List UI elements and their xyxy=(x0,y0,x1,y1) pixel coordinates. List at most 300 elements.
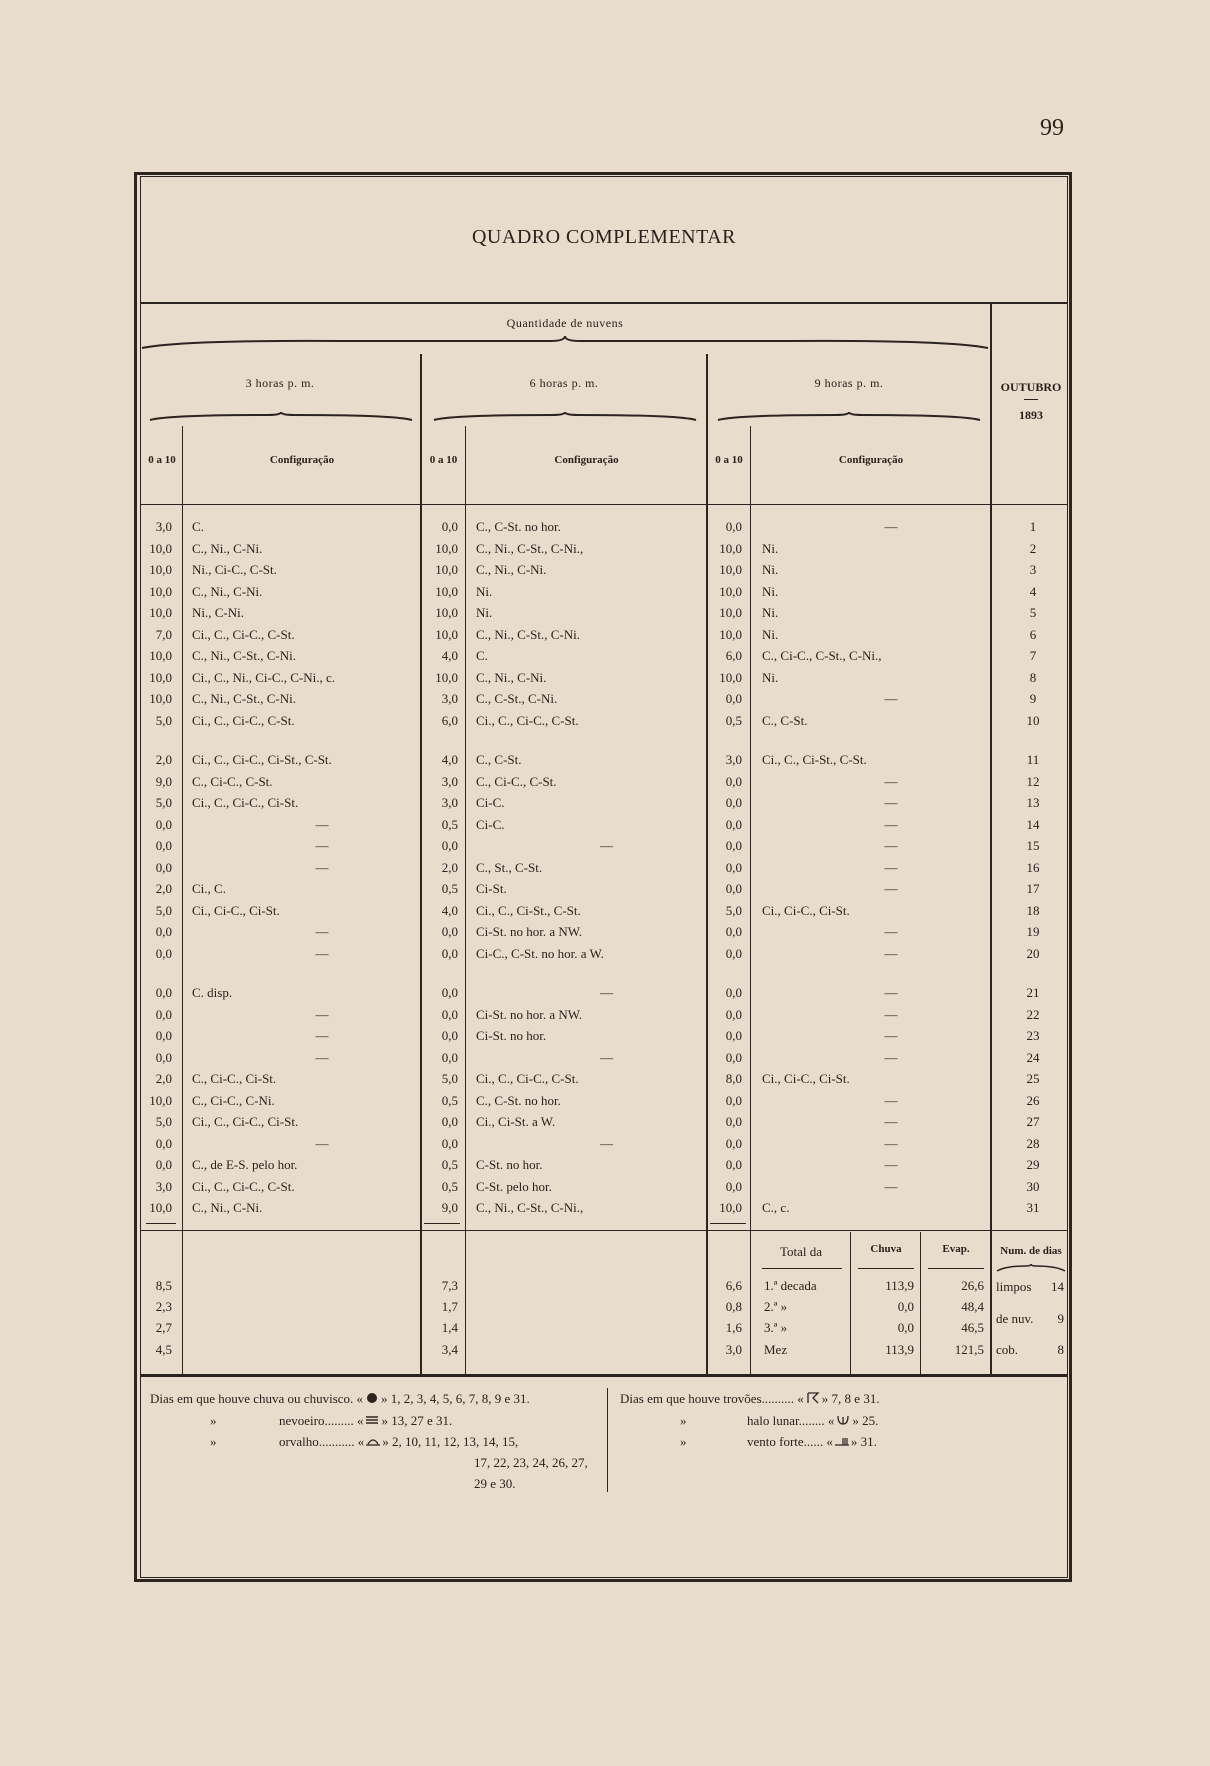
cloud-config-3pm: C., Ci-C., C-Ni. xyxy=(192,1092,275,1108)
fog-icon xyxy=(363,1413,381,1428)
year-header: 1893 xyxy=(1019,408,1043,422)
time-3pm: 3 horas p. m. xyxy=(245,376,315,390)
day-number: 14 xyxy=(1026,816,1040,832)
cloud-amount-6pm: 10,0 xyxy=(435,583,458,599)
summary-chuva-header: Chuva xyxy=(870,1243,902,1255)
cloud-amount-3pm: 0,0 xyxy=(155,1006,172,1022)
day-number: 22 xyxy=(1026,1006,1040,1022)
period-label: 3.ª » xyxy=(764,1320,788,1335)
cloud-config-3pm: — xyxy=(315,838,329,853)
cloud-amount-6pm: 10,0 xyxy=(435,540,458,556)
cloud-amount-3pm: 0,0 xyxy=(155,1157,172,1172)
cloud-config-6pm: Ci-C. xyxy=(476,816,505,832)
cloud-config-9pm: Ni. xyxy=(762,540,779,556)
cloud-config-9pm: C., C-St. xyxy=(762,712,808,728)
cloud-config-3pm: — xyxy=(315,1028,329,1043)
day-number: 5 xyxy=(1029,605,1037,620)
legend-label: nevoeiro xyxy=(279,1413,325,1428)
cloud-amount-6pm: 0,5 xyxy=(441,1178,458,1194)
cloud-amount-9pm: 10,0 xyxy=(719,562,742,577)
cloud-amount-6pm: 10,0 xyxy=(435,562,458,577)
day-number: 29 xyxy=(1026,1157,1040,1172)
strong-wind-icon xyxy=(833,1434,851,1449)
cloud-config-9pm: — xyxy=(884,945,898,961)
rain-total: 113,9 xyxy=(885,1278,914,1293)
cloud-config-9pm: — xyxy=(884,795,898,810)
cloud-config-6pm: — xyxy=(600,838,613,853)
cloud-amount-9pm: 0,0 xyxy=(725,1157,742,1172)
period-label: Mez xyxy=(764,1342,788,1357)
leader-dots: ......... xyxy=(324,1413,354,1428)
cloud-config-6pm: C., St., C-St. xyxy=(476,859,543,875)
lunar-halo-icon xyxy=(834,1413,852,1428)
cloud-amount-9pm: 0,0 xyxy=(725,691,742,706)
cloud-config-6pm: C., C-St. no hor. xyxy=(476,519,561,534)
cloud-amount-6pm: 5,0 xyxy=(441,1071,458,1086)
legend-label: trovões xyxy=(723,1391,762,1406)
legend-days: 13, 27 e 31. xyxy=(391,1413,453,1428)
cloud-amount-3pm: 0,0 xyxy=(155,924,172,939)
cloud-config-9pm: — xyxy=(884,1092,898,1108)
cloud-amount-6pm: 0,0 xyxy=(441,924,458,939)
rain-dot-icon xyxy=(363,1391,381,1406)
legend-days: 25. xyxy=(862,1413,879,1428)
cloud-config-9pm: — xyxy=(884,1114,898,1129)
legend-days: 31. xyxy=(860,1434,877,1449)
config-header-6pm: Configuração xyxy=(554,454,619,466)
cloud-amount-6pm: 9,0 xyxy=(441,1200,458,1215)
evaporation-total: 48,4 xyxy=(961,1299,984,1314)
cloud-config-3pm: C., Ni., C-Ni. xyxy=(192,583,263,599)
cloud-config-6pm: C., Ni., C-St., C-Ni. xyxy=(476,626,581,642)
day-number: 28 xyxy=(1026,1135,1040,1151)
period-label: 1.ª decada xyxy=(764,1278,817,1293)
cloud-config-9pm: C., Ci-C., C-St., C-Ni., xyxy=(762,648,882,663)
cloud-config-6pm: Ci-St. no hor. a NW. xyxy=(476,924,583,939)
quote-mark: » xyxy=(382,1434,392,1449)
cloud-amount-9pm: 10,0 xyxy=(719,669,742,685)
legend-prefix: Dias em que houve xyxy=(620,1391,724,1406)
cloud-config-9pm: — xyxy=(884,1135,898,1151)
cloud-config-3pm: C., Ci-C., Ci-St. xyxy=(192,1071,277,1086)
cloud-config-3pm: — xyxy=(315,1049,329,1065)
cloud-amount-6pm: 0,5 xyxy=(441,881,458,896)
day-number: 31 xyxy=(1026,1200,1040,1215)
average-6pm: 1,7 xyxy=(441,1299,458,1314)
day-number: 13 xyxy=(1026,795,1040,810)
table-title: QUADRO COMPLEMENTAR xyxy=(471,226,737,248)
cloud-amount-3pm: 10,0 xyxy=(149,562,172,577)
ditto-mark: » xyxy=(210,1434,217,1449)
total-underline xyxy=(762,1268,842,1269)
cloud-amount-9pm: 0,0 xyxy=(725,773,742,789)
cloud-config-3pm: C., de E-S. pelo hor. xyxy=(192,1157,298,1172)
legend-entry xyxy=(150,1388,530,1409)
cloud-config-3pm: C., Ni., C-St., C-Ni. xyxy=(192,691,297,706)
cloud-amount-9pm: 0,0 xyxy=(725,1178,742,1194)
config-header-3pm: Configuração xyxy=(269,454,335,466)
cloud-config-9pm: C., c. xyxy=(762,1200,790,1215)
legend-entry xyxy=(150,1410,452,1431)
cloud-config-9pm: Ni. xyxy=(762,562,779,577)
cloud-amount-9pm: 5,0 xyxy=(725,902,742,918)
average-9pm: 1,6 xyxy=(725,1320,742,1335)
header-rule xyxy=(140,504,1068,505)
day-number: 3 xyxy=(1029,562,1037,577)
sum-divider-evap xyxy=(920,1232,921,1374)
cloud-amount-3pm: 5,0 xyxy=(155,1114,172,1129)
cloud-amount-9pm: 0,0 xyxy=(725,816,742,832)
legend-rule xyxy=(140,1374,1068,1377)
days-category-count: 14 xyxy=(1051,1279,1064,1294)
days-category-label: limpos xyxy=(996,1279,1032,1294)
average-6pm: 1,4 xyxy=(441,1320,458,1335)
average-9pm: 3,0 xyxy=(725,1342,742,1357)
cloud-config-6pm: Ci., C., Ci-C., C-St. xyxy=(476,712,579,728)
legend-label: vento forte xyxy=(747,1434,804,1449)
total-rule xyxy=(710,1223,746,1224)
cloud-amount-9pm: 10,0 xyxy=(719,583,742,599)
cloud-amount-6pm: 10,0 xyxy=(435,669,458,685)
cloud-config-6pm: C-St. pelo hor. xyxy=(476,1178,552,1194)
col-divider-9h-amount xyxy=(750,426,751,1374)
leader-dots: ........ xyxy=(798,1413,825,1428)
day-number: 8 xyxy=(1029,669,1037,685)
amount-header-9pm: 0 a 10 xyxy=(715,454,743,466)
day-number: 18 xyxy=(1026,902,1040,918)
cloud-config-6pm: Ni. xyxy=(476,583,493,599)
legend-label: halo lunar xyxy=(747,1413,799,1428)
cloud-config-3pm: Ci., C., Ni., Ci-C., C-Ni., c. xyxy=(192,669,336,685)
cloud-amount-3pm: 5,0 xyxy=(155,795,172,810)
cloud-amount-3pm: 10,0 xyxy=(149,605,172,620)
legend-days: 2, 10, 11, 12, 13, 14, 15, xyxy=(391,1434,519,1449)
quote-mark: » xyxy=(821,1391,832,1406)
cloud-amount-3pm: 5,0 xyxy=(155,902,172,918)
cloud-config-9pm: Ni. xyxy=(762,669,779,685)
cloud-config-9pm: — xyxy=(884,838,898,853)
leader-dots: ...... xyxy=(803,1434,824,1449)
cloud-amount-3pm: 0,0 xyxy=(155,985,172,1000)
cloud-amount-3pm: 10,0 xyxy=(149,648,172,663)
cloud-amount-6pm: 10,0 xyxy=(435,605,458,620)
cloud-config-3pm: Ci., C., Ci-C., C-St. xyxy=(192,712,295,728)
average-3pm: 4,5 xyxy=(155,1342,172,1357)
total-rule xyxy=(146,1223,176,1224)
day-number: 2 xyxy=(1029,540,1037,556)
cloud-config-6pm: Ci-St. no hor. a NW. xyxy=(476,1006,583,1022)
average-3pm: 2,7 xyxy=(155,1320,172,1335)
cloud-amount-3pm: 0,0 xyxy=(155,945,172,961)
cloud-config-6pm: C., C-St. xyxy=(476,752,522,767)
cloud-amount-6pm: 0,0 xyxy=(441,1049,458,1065)
summary-rule-top xyxy=(140,1230,1068,1231)
summary-evap-header: Evap. xyxy=(942,1243,970,1255)
evaporation-total: 26,6 xyxy=(961,1278,984,1293)
month-underline xyxy=(1024,399,1038,400)
legend-days-continued: 29 e 30. xyxy=(474,1476,516,1491)
legend-entry xyxy=(150,1431,518,1452)
chuva-underline xyxy=(858,1268,914,1269)
cloud-config-9pm: Ci., Ci-C., Ci-St. xyxy=(762,902,850,918)
cloud-config-6pm: C., Ci-C., C-St. xyxy=(476,773,557,789)
cloud-amount-3pm: 2,0 xyxy=(155,881,172,896)
time-9pm: 9 horas p. m. xyxy=(814,376,884,390)
cloud-config-9pm: — xyxy=(884,691,898,706)
cloud-config-9pm: — xyxy=(884,519,898,534)
evaporation-total: 121,5 xyxy=(954,1342,984,1357)
day-number: 30 xyxy=(1026,1178,1040,1194)
brace-3pm xyxy=(148,412,414,422)
cloud-amount-3pm: 5,0 xyxy=(155,712,172,728)
legend-entry xyxy=(620,1410,878,1431)
cloud-amount-9pm: 0,0 xyxy=(725,519,742,534)
cloud-config-3pm: — xyxy=(315,1006,329,1022)
quote-mark: « xyxy=(823,1434,833,1449)
cloud-config-9pm: — xyxy=(884,1006,898,1022)
cloud-config-3pm: Ci., C., Ci-C., Ci-St. xyxy=(192,795,299,810)
col-divider-day xyxy=(990,304,992,1374)
cloud-amount-9pm: 0,0 xyxy=(725,1028,742,1043)
dew-icon xyxy=(364,1434,382,1449)
cloud-config-3pm: Ci., C., Ci-C., Ci-St., C-St. xyxy=(192,752,332,767)
day-number: 7 xyxy=(1029,648,1037,663)
average-3pm: 2,3 xyxy=(155,1299,172,1314)
day-number: 25 xyxy=(1026,1071,1040,1086)
cloud-amount-9pm: 0,5 xyxy=(725,712,742,728)
total-rule xyxy=(424,1223,460,1224)
cloud-amount-9pm: 0,0 xyxy=(725,795,742,810)
cloud-config-9pm: Ci., Ci-C., Ci-St. xyxy=(762,1071,850,1086)
day-number: 4 xyxy=(1029,583,1037,599)
cloud-config-6pm: C-St. no hor. xyxy=(476,1157,543,1172)
cloud-amount-6pm: 10,0 xyxy=(435,626,458,642)
clouds-quantity-caption: Quantidade de nuvens xyxy=(506,316,624,330)
cloud-amount-3pm: 10,0 xyxy=(149,669,172,685)
cloud-amount-6pm: 4,0 xyxy=(441,752,458,767)
quote-mark: « xyxy=(354,1434,365,1449)
legend-label: orvalho xyxy=(279,1434,319,1449)
config-header-9pm: Configuração xyxy=(838,454,904,466)
cloud-config-6pm: Ci-C. xyxy=(476,795,505,810)
day-number: 24 xyxy=(1026,1049,1040,1065)
time-6pm: 6 horas p. m. xyxy=(529,376,599,390)
day-number: 20 xyxy=(1026,945,1040,961)
day-number: 15 xyxy=(1026,838,1040,853)
cloud-config-9pm: Ni. xyxy=(762,626,779,642)
day-number: 26 xyxy=(1026,1092,1040,1108)
day-number: 1 xyxy=(1029,519,1037,534)
cloud-amount-6pm: 0,5 xyxy=(441,816,458,832)
rain-total: 0,0 xyxy=(897,1320,914,1335)
cloud-amount-9pm: 10,0 xyxy=(719,1200,742,1215)
cloud-amount-6pm: 0,5 xyxy=(441,1092,458,1108)
ditto-mark: » xyxy=(680,1434,687,1449)
cloud-amount-3pm: 7,0 xyxy=(155,626,172,642)
day-number: 12 xyxy=(1026,773,1040,789)
day-number: 17 xyxy=(1026,881,1040,896)
cloud-config-9pm: Ni. xyxy=(762,583,779,599)
cloud-config-3pm: Ni., C-Ni. xyxy=(192,605,244,620)
quote-mark: « xyxy=(824,1413,835,1428)
cloud-config-9pm: — xyxy=(884,859,898,875)
col-divider-3h-amount xyxy=(182,426,183,1374)
ditto-mark: » xyxy=(210,1413,217,1428)
cloud-amount-6pm: 0,0 xyxy=(441,945,458,961)
quote-mark: » xyxy=(852,1413,863,1428)
cloud-amount-6pm: 0,0 xyxy=(441,1135,458,1151)
cloud-config-3pm: Ci., C. xyxy=(192,881,226,896)
leader-dots: . xyxy=(350,1391,354,1406)
cloud-config-6pm: Ci., Ci-St. a W. xyxy=(476,1114,556,1129)
cloud-config-9pm: — xyxy=(884,1178,898,1194)
cloud-config-6pm: — xyxy=(600,1135,613,1151)
cloud-config-6pm: Ci-C., C-St. no hor. a W. xyxy=(476,945,604,961)
cloud-config-3pm: Ci., C., Ci-C., Ci-St. xyxy=(192,1114,299,1129)
cloud-amount-6pm: 6,0 xyxy=(441,712,458,728)
cloud-config-9pm: — xyxy=(884,773,898,789)
cloud-config-6pm: C., C-St. no hor. xyxy=(476,1092,561,1108)
cloud-amount-9pm: 3,0 xyxy=(725,752,742,767)
cloud-amount-3pm: 10,0 xyxy=(149,1092,172,1108)
legend-label: chuva ou chuvisco xyxy=(253,1391,351,1406)
cloud-amount-6pm: 0,0 xyxy=(441,838,458,853)
cloud-config-3pm: — xyxy=(315,1135,329,1151)
day-number: 10 xyxy=(1026,712,1040,728)
cloud-amount-3pm: 0,0 xyxy=(155,1028,172,1043)
quote-mark: « xyxy=(353,1413,364,1428)
cloud-config-6pm: — xyxy=(600,1049,613,1065)
cloud-amount-9pm: 6,0 xyxy=(725,648,742,663)
day-number: 11 xyxy=(1026,752,1040,767)
cloud-amount-3pm: 0,0 xyxy=(155,816,172,832)
quote-mark: » xyxy=(381,1413,392,1428)
days-category-count: 9 xyxy=(1057,1311,1064,1326)
cloud-config-6pm: Ci., C., Ci-C., C-St. xyxy=(476,1071,579,1086)
cloud-config-6pm: Ci., C., Ci-St., C-St. xyxy=(476,902,581,918)
day-number: 21 xyxy=(1026,985,1040,1000)
quote-mark: « xyxy=(353,1391,364,1406)
average-6pm: 7,3 xyxy=(441,1278,458,1293)
cloud-amount-9pm: 0,0 xyxy=(725,1135,742,1151)
cloud-config-6pm: C. xyxy=(476,648,488,663)
summary-total-header: Total da xyxy=(779,1244,823,1259)
day-number: 27 xyxy=(1026,1114,1040,1129)
cloud-amount-6pm: 0,0 xyxy=(441,1006,458,1022)
days-brace xyxy=(996,1264,1066,1272)
cloud-config-3pm: Ci., Ci-C., Ci-St. xyxy=(192,902,280,918)
cloud-config-6pm: C., Ni., C-Ni. xyxy=(476,669,547,685)
cloud-amount-3pm: 10,0 xyxy=(149,540,172,556)
cloud-amount-9pm: 0,0 xyxy=(725,838,742,853)
cloud-amount-3pm: 3,0 xyxy=(155,519,172,534)
period-label: 2.ª » xyxy=(764,1299,788,1314)
day-number: 6 xyxy=(1029,626,1037,642)
leader-dots: .......... xyxy=(761,1391,795,1406)
cloud-amount-9pm: 0,0 xyxy=(725,1092,742,1108)
average-3pm: 8,5 xyxy=(155,1278,172,1293)
quote-mark: » xyxy=(381,1391,391,1406)
cloud-config-9pm: Ni. xyxy=(762,605,779,620)
cloud-config-6pm: C., Ni., C-St., C-Ni., xyxy=(476,1200,584,1215)
cloud-amount-9pm: 0,0 xyxy=(725,881,742,896)
legend-entry xyxy=(620,1431,877,1452)
day-number: 23 xyxy=(1026,1028,1040,1043)
cloud-config-6pm: C., Ni., C-St., C-Ni., xyxy=(476,540,584,556)
thunder-icon xyxy=(804,1391,822,1406)
cloud-amount-9pm: 10,0 xyxy=(719,605,742,620)
rain-total: 0,0 xyxy=(897,1299,914,1314)
cloud-config-6pm: C., Ni., C-Ni. xyxy=(476,562,547,577)
cloud-amount-9pm: 8,0 xyxy=(725,1071,742,1086)
cloud-amount-6pm: 3,0 xyxy=(441,773,458,789)
cloud-amount-6pm: 0,0 xyxy=(441,985,458,1000)
cloud-amount-6pm: 0,0 xyxy=(441,1114,458,1129)
brace-6pm xyxy=(432,412,698,422)
cloud-config-3pm: — xyxy=(315,945,329,961)
cloud-amount-3pm: 9,0 xyxy=(155,773,172,789)
cloud-amount-9pm: 0,0 xyxy=(725,985,742,1000)
cloud-config-6pm: — xyxy=(600,985,613,1000)
ditto-mark: » xyxy=(680,1413,687,1428)
cloud-config-3pm: — xyxy=(315,816,329,832)
cloud-amount-3pm: 10,0 xyxy=(149,691,172,706)
cloud-amount-6pm: 0,0 xyxy=(441,1028,458,1043)
cloud-amount-6pm: 3,0 xyxy=(441,691,458,706)
cloud-config-9pm: — xyxy=(884,1028,898,1043)
leader-dots: ........... xyxy=(318,1434,355,1449)
cloud-config-6pm: Ci-St. no hor. xyxy=(476,1028,547,1043)
cloud-amount-9pm: 0,0 xyxy=(725,1114,742,1129)
brace-9pm xyxy=(716,412,982,422)
legend-prefix: Dias em que houve xyxy=(150,1391,254,1406)
sum-divider-chuva xyxy=(850,1232,851,1374)
page-number: 99 xyxy=(1040,115,1064,141)
cloud-amount-6pm: 3,0 xyxy=(441,795,458,810)
amount-header-6pm: 0 a 10 xyxy=(429,454,458,466)
cloud-amount-6pm: 2,0 xyxy=(441,859,458,875)
average-6pm: 3,4 xyxy=(441,1342,458,1357)
amount-header-3pm: 0 a 10 xyxy=(148,454,176,466)
evaporation-total: 46,5 xyxy=(961,1320,984,1335)
cloud-config-3pm: Ni., Ci-C., C-St. xyxy=(192,562,277,577)
cloud-config-9pm: — xyxy=(884,985,898,1000)
summary-days-header: Num. de dias xyxy=(1000,1245,1062,1257)
days-category-count: 8 xyxy=(1057,1342,1064,1357)
cloud-config-6pm: Ni. xyxy=(476,605,493,620)
title-rule xyxy=(140,302,1068,304)
legend-divider xyxy=(607,1388,608,1492)
month-header: OUTUBRO xyxy=(1000,380,1062,394)
days-category-label: cob. xyxy=(996,1342,1019,1357)
average-9pm: 6,6 xyxy=(725,1278,742,1293)
evap-underline xyxy=(928,1268,984,1269)
cloud-amount-9pm: 0,0 xyxy=(725,859,742,875)
cloud-config-9pm: — xyxy=(884,1049,898,1065)
cloud-amount-3pm: 10,0 xyxy=(149,583,172,599)
days-category-label: de nuv. xyxy=(996,1311,1034,1326)
cloud-config-6pm: C., C-St., C-Ni. xyxy=(476,691,558,706)
quote-mark: » xyxy=(850,1434,861,1449)
legend-days: 7, 8 e 31. xyxy=(831,1391,880,1406)
cloud-config-3pm: C., Ni., C-Ni. xyxy=(192,540,263,556)
cloud-config-3pm: C. disp. xyxy=(192,985,233,1000)
cloud-amount-6pm: 4,0 xyxy=(441,648,458,663)
cloud-config-9pm: — xyxy=(884,881,898,896)
cloud-config-3pm: — xyxy=(315,859,329,875)
cloud-amount-3pm: 3,0 xyxy=(155,1178,172,1194)
legend-entry xyxy=(620,1388,880,1409)
